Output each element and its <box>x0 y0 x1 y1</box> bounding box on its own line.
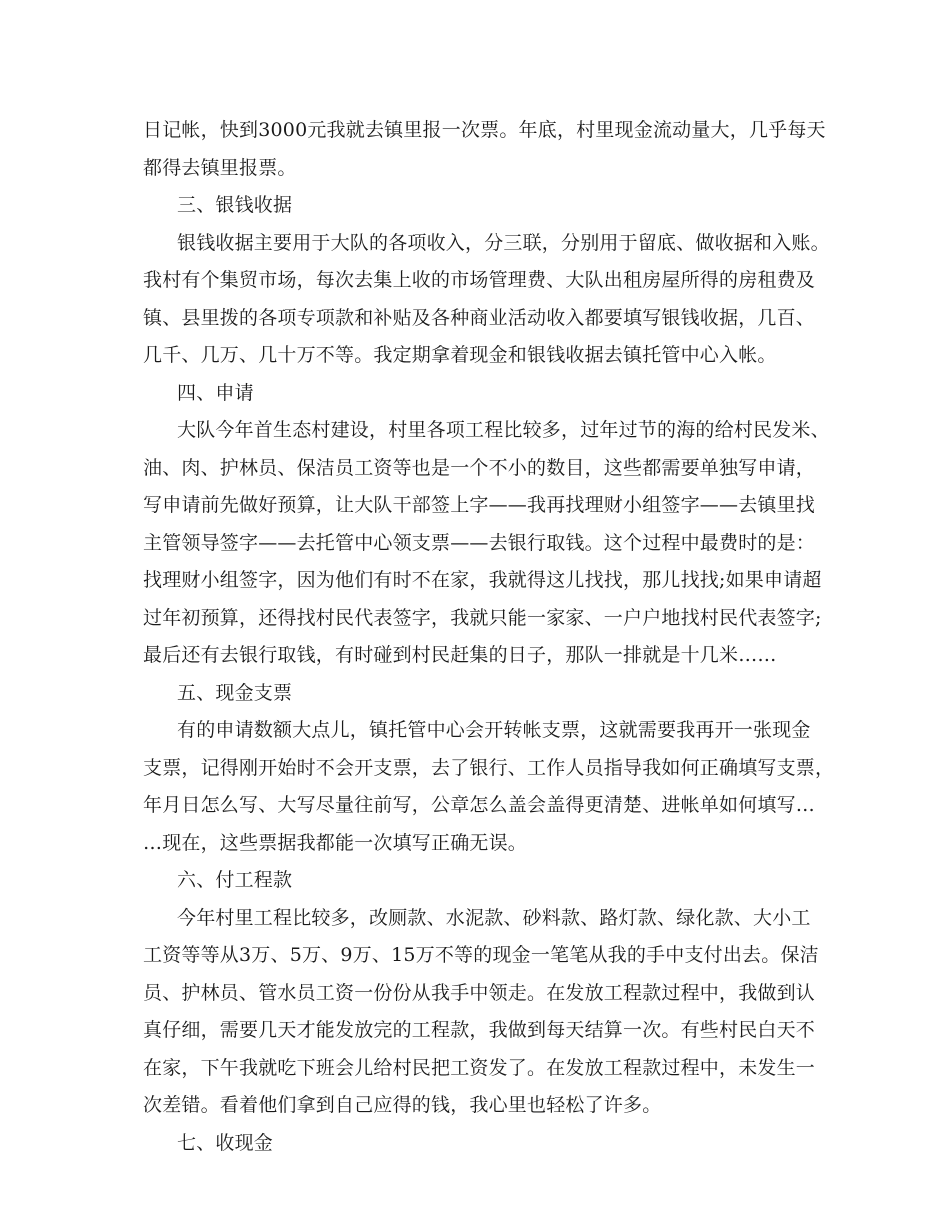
body-line: 镇、县里拨的各项专项款和补贴及各种商业活动收入都要填写银钱收据，几百、 <box>143 306 816 329</box>
body-line: 最后还有去银行取钱，有时碰到村民赶集的日子，那队一排就是十几米…… <box>143 644 777 666</box>
section-heading: 七、收现金 <box>177 1131 274 1154</box>
paragraph-first-line: 今年村里工程比较多，改厕款、水泥款、砂料款、路灯款、绿化款、大小工 <box>177 906 811 929</box>
body-line: 次差错。看着他们拿到自己应得的钱，我心里也轻松了许多。 <box>143 1094 662 1116</box>
body-line: …现在，这些票据我都能一次填写正确无误。 <box>143 831 528 854</box>
body-line: 真仔细，需要几天才能发放完的工程款，我做到每天结算一次。有些村民白天不 <box>143 1019 816 1041</box>
body-line: 我村有个集贸市场，每次去集上收的市场管理费、大队出租房屋所得的房租费及 <box>143 269 816 291</box>
body-line: 在家，下午我就吃下班会儿给村民把工资发了。在发放工程款过程中，未发生一 <box>143 1056 816 1079</box>
body-line: 油、肉、护林员、保洁员工资等也是一个不小的数目，这些都需要单独写申请， <box>143 456 816 479</box>
body-line: 日记帐，快到3000元我就去镇里报一次票。年底，村里现金流动量大，几乎每天 <box>143 119 826 141</box>
paragraph-first-line: 大队今年首生态村建设，村里各项工程比较多，过年过节的海的给村民发米、 <box>177 419 830 441</box>
body-line: 写申请前先做好预算，让大队干部签上字——我再找理财小组签字——去镇里找 <box>143 494 816 516</box>
body-line: 几千、几万、几十万不等。我定期拿着现金和银钱收据去镇托管中心入帐。 <box>143 344 777 366</box>
body-line: 支票，记得刚开始时不会开支票，去了银行、工作人员指导我如何正确填写支票， <box>143 756 835 779</box>
body-line: 找理财小组签字，因为他们有时不在家，我就得这儿找找，那儿找找;如果申请超 <box>143 569 822 591</box>
paragraph-first-line: 有的申请数额大点儿，镇托管中心会开转帐支票，这就需要我再开一张现金 <box>177 719 811 741</box>
section-heading: 三、银钱收据 <box>177 194 293 216</box>
body-line: 员、护林员、管水员工资一份份从我手中领走。在发放工程款过程中，我做到认 <box>143 981 816 1004</box>
section-heading: 四、申请 <box>177 381 254 404</box>
body-line: 都得去镇里报票。 <box>143 156 297 179</box>
body-line: 工资等等从3万、5万、9万、15万不等的现金一笔笔从我的手中支付出去。保洁 <box>143 944 819 966</box>
body-line: 过年初预算，还得找村民代表签字，我就只能一家家、一户户地找村民代表签字; <box>143 606 822 629</box>
body-line: 年月日怎么写、大写尽量往前写，公章怎么盖会盖得更清楚、进帐单如何填写… <box>143 794 816 816</box>
body-line: 主管领导签字——去托管中心领支票——去银行取钱。这个过程中最费时的是： <box>143 531 816 554</box>
document-page <box>143 112 835 1162</box>
section-heading: 五、现金支票 <box>177 681 293 704</box>
section-heading: 六、付工程款 <box>177 869 293 891</box>
paragraph-first-line: 银钱收据主要用于大队的各项收入，分三联，分别用于留底、做收据和入账。 <box>177 231 830 254</box>
